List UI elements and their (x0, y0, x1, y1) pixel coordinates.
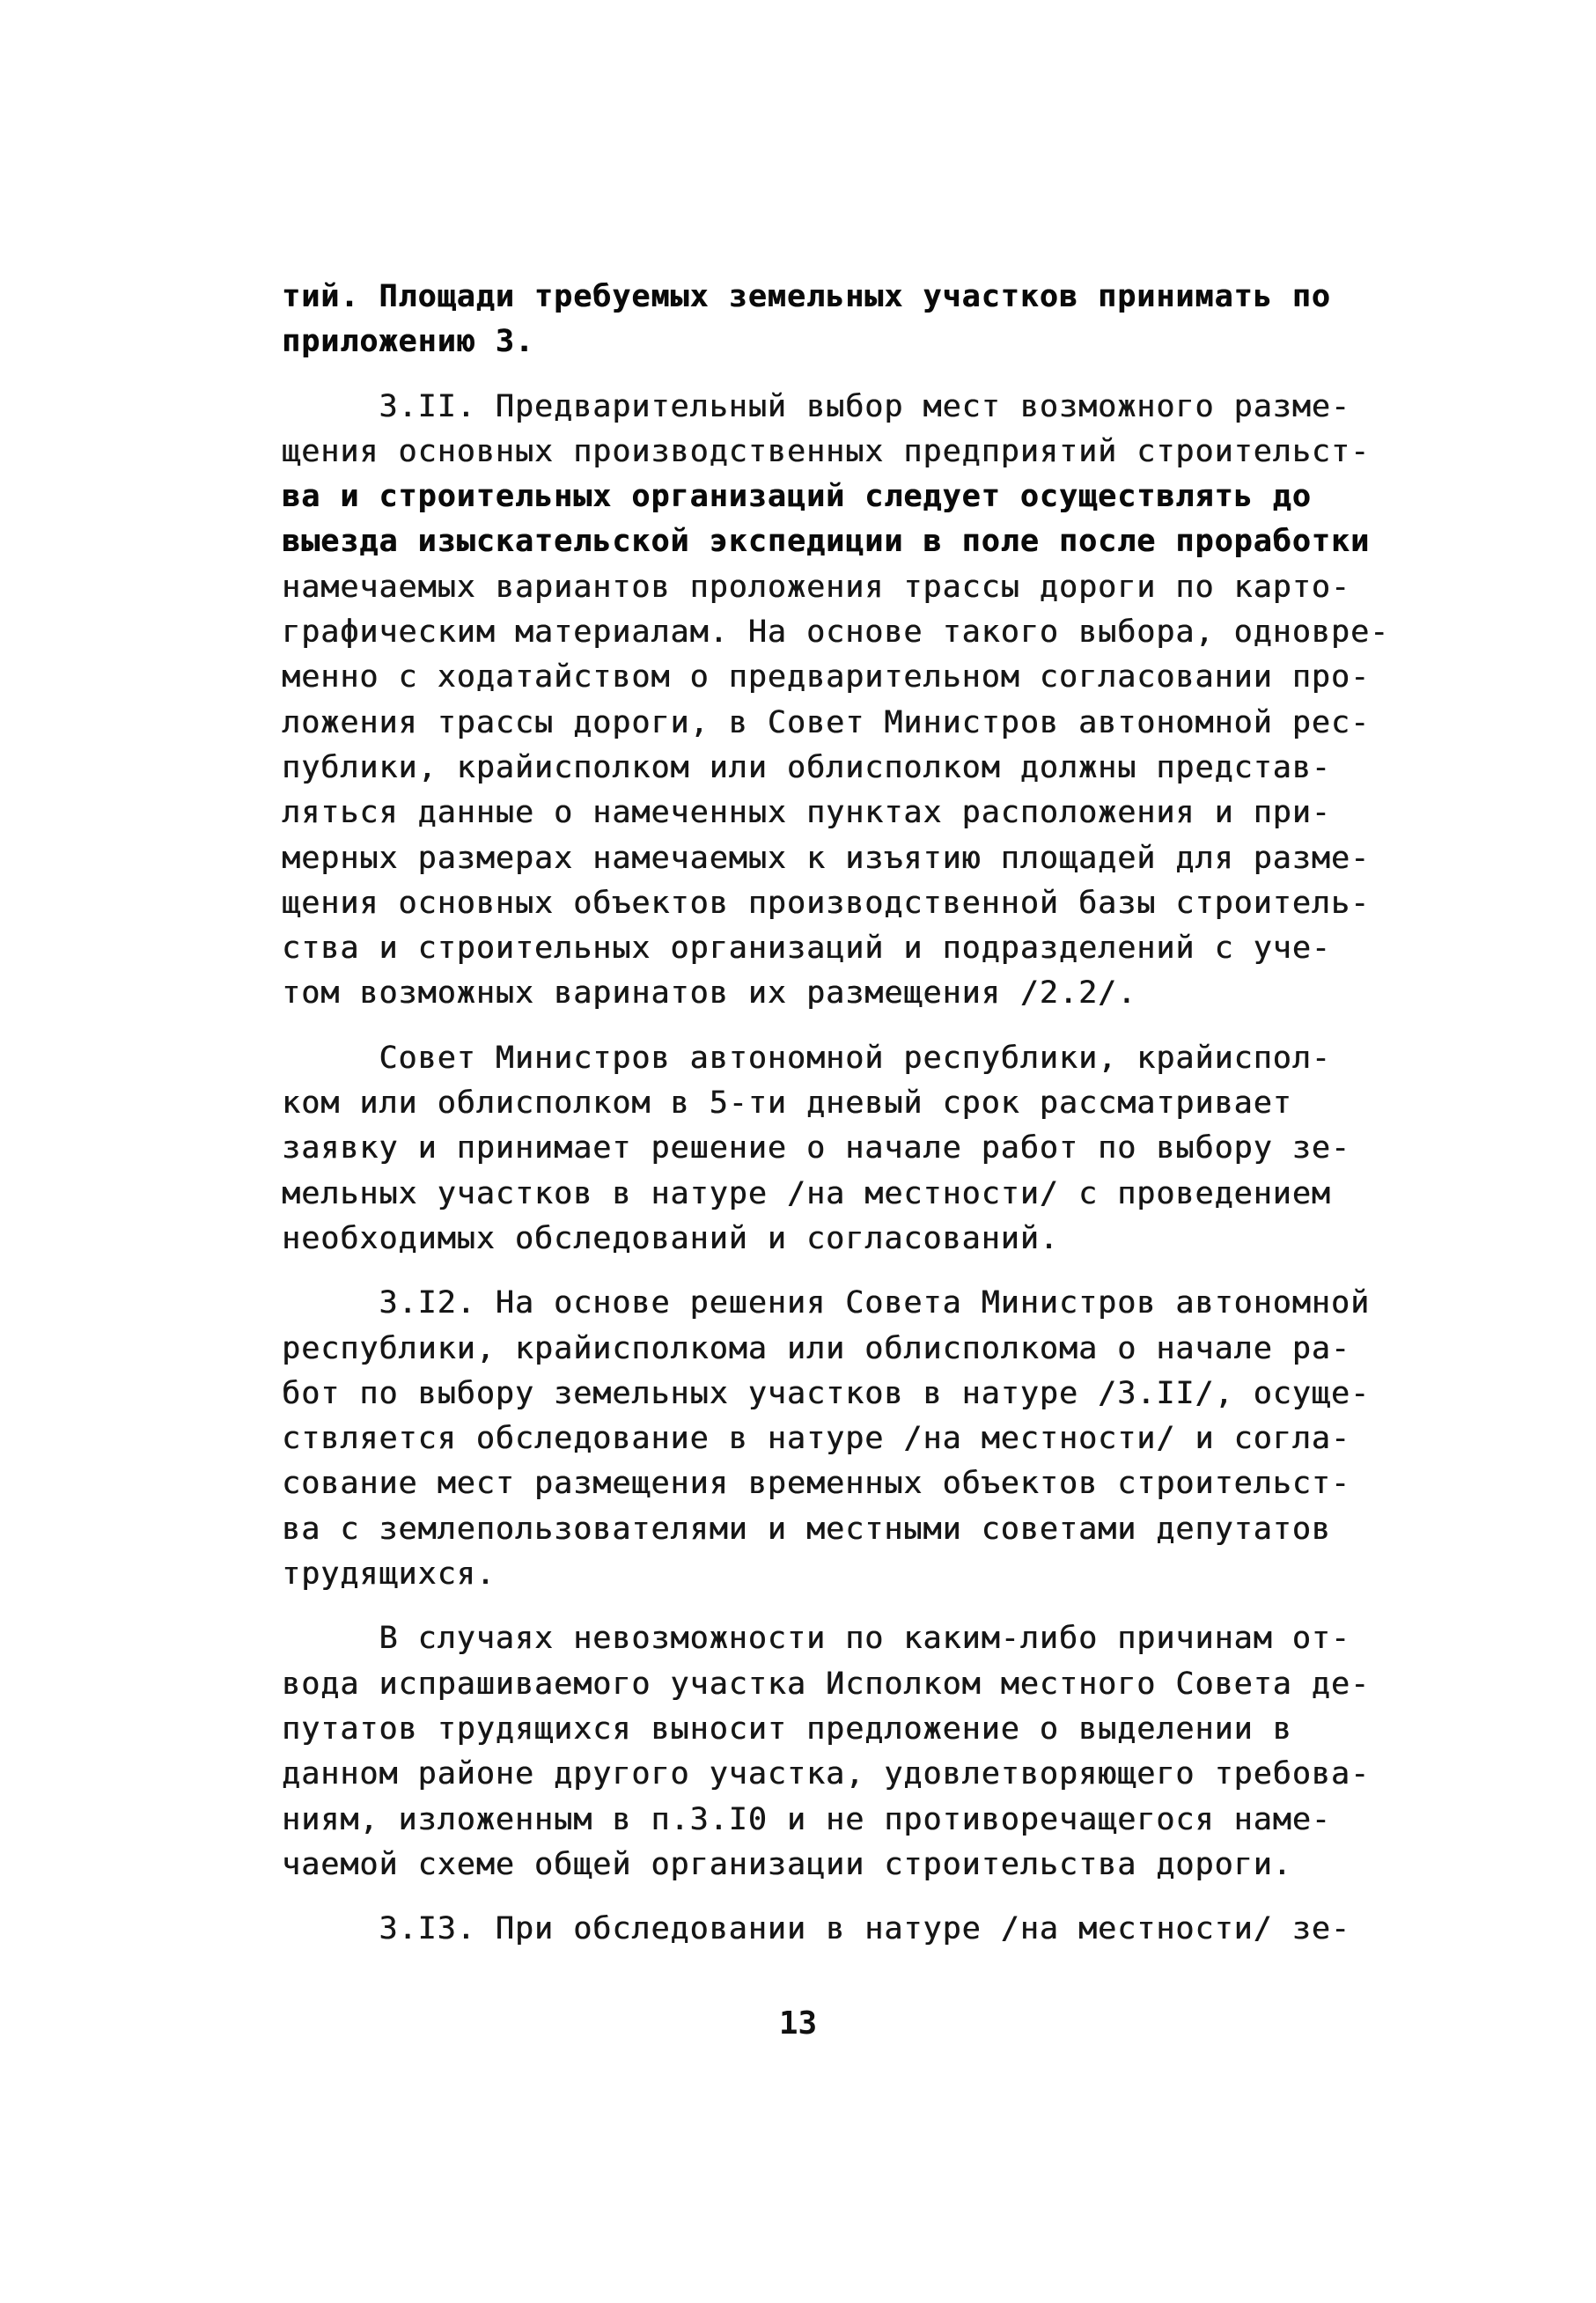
text-line: данном районе другого участка, удовлетворяющего требова- (282, 1756, 1371, 1792)
text-line: графическим материалам. На основе такого выбора, одновре- (282, 614, 1390, 651)
text-line: мерных размерах намечаемых к изъятию площадей для разме- (282, 840, 1371, 876)
text-line: менно с ходатайством о предварительном согласовании про- (282, 659, 1371, 695)
text-line: ства и строительных организаций и подразделений с уче- (282, 931, 1331, 967)
text-line: путатов трудящихся выносит предложение о выделении в (282, 1711, 1292, 1747)
text-line: необходимых обследований и согласований. (282, 1220, 1059, 1256)
text-line: вода испрашиваемого участка Исполком местного Совета де- (282, 1666, 1371, 1702)
text-line: щения основных объектов производственной базы строитель- (282, 885, 1371, 921)
text-line: том возможных варинатов их размещения /2.2/. (282, 975, 1137, 1012)
text-line: ком или облисполком в 5-ти дневый срок рассматривает (282, 1085, 1292, 1122)
text-line: Совет Министров автономной республики, крайиспол- (282, 1040, 1331, 1076)
text-line: ниям, изложенным в п.3.I0 и не противоречащегося наме- (282, 1801, 1331, 1837)
text-line: чаемой схеме общей организации строительства дороги. (282, 1846, 1292, 1882)
text-line: сование мест размещения временных объектов строительст- (282, 1466, 1350, 1502)
paragraph-3-11 (282, 385, 1390, 1017)
paragraph-3-13 (282, 1907, 1373, 1952)
text-line: В случаях невозможности по каким-либо причинам от- (282, 1621, 1350, 1657)
text-line: 3.II. Предварительный выбор мест возможного разме- (282, 388, 1350, 424)
text-line: намечаемых вариантов проложения трассы дороги по карто- (282, 569, 1350, 605)
text-line: заявку и принимает решение о начале работ по выбору зе- (282, 1130, 1350, 1166)
paragraph-3-12 (282, 1281, 1373, 1597)
text-line: приложению 3. (282, 324, 534, 360)
paragraph-council (282, 1036, 1373, 1262)
text-line: трудящихся. (282, 1556, 496, 1593)
page-number: 13 (778, 2005, 818, 2042)
text-line: 3.I2. На основе решения Совета Министров автономной (282, 1285, 1371, 1321)
text-line: 3.I3. При обследовании в натуре /на местности/ зе- (282, 1911, 1350, 1947)
paragraph-1 (282, 275, 1373, 365)
text-line: мельных участков в натуре /на местности/ с проведением (282, 1175, 1331, 1211)
text-line: щения основных производственных предприятий строительст- (282, 433, 1371, 469)
text-line: выезда изыскательской экспедиции в поле после проработки (282, 524, 1371, 560)
text-line: тий. Площади требуемых земельных участков принимать по (282, 279, 1331, 314)
text-line: публики, крайисполком или облисполком должны представ- (282, 749, 1331, 785)
text-line: республики, крайисполкома или облисполкома о начале ра- (282, 1330, 1350, 1366)
paragraph-refusal (282, 1616, 1373, 1887)
text-line: ствляется обследование в натуре /на местности/ и согла- (282, 1421, 1350, 1457)
text-line: ва и строительных организаций следует осуществлять до (282, 479, 1312, 515)
body-text (282, 275, 1390, 1952)
text-line: ляться данные о намеченных пунктах расположения и при- (282, 795, 1331, 831)
text-line: ложения трассы дороги, в Совет Министров автономной рес- (282, 704, 1371, 740)
text-line: бот по выбору земельных участков в натуре /3.II/, осуще- (282, 1375, 1371, 1411)
text-line: ва с землепользователями и местными советами депутатов (282, 1511, 1331, 1547)
